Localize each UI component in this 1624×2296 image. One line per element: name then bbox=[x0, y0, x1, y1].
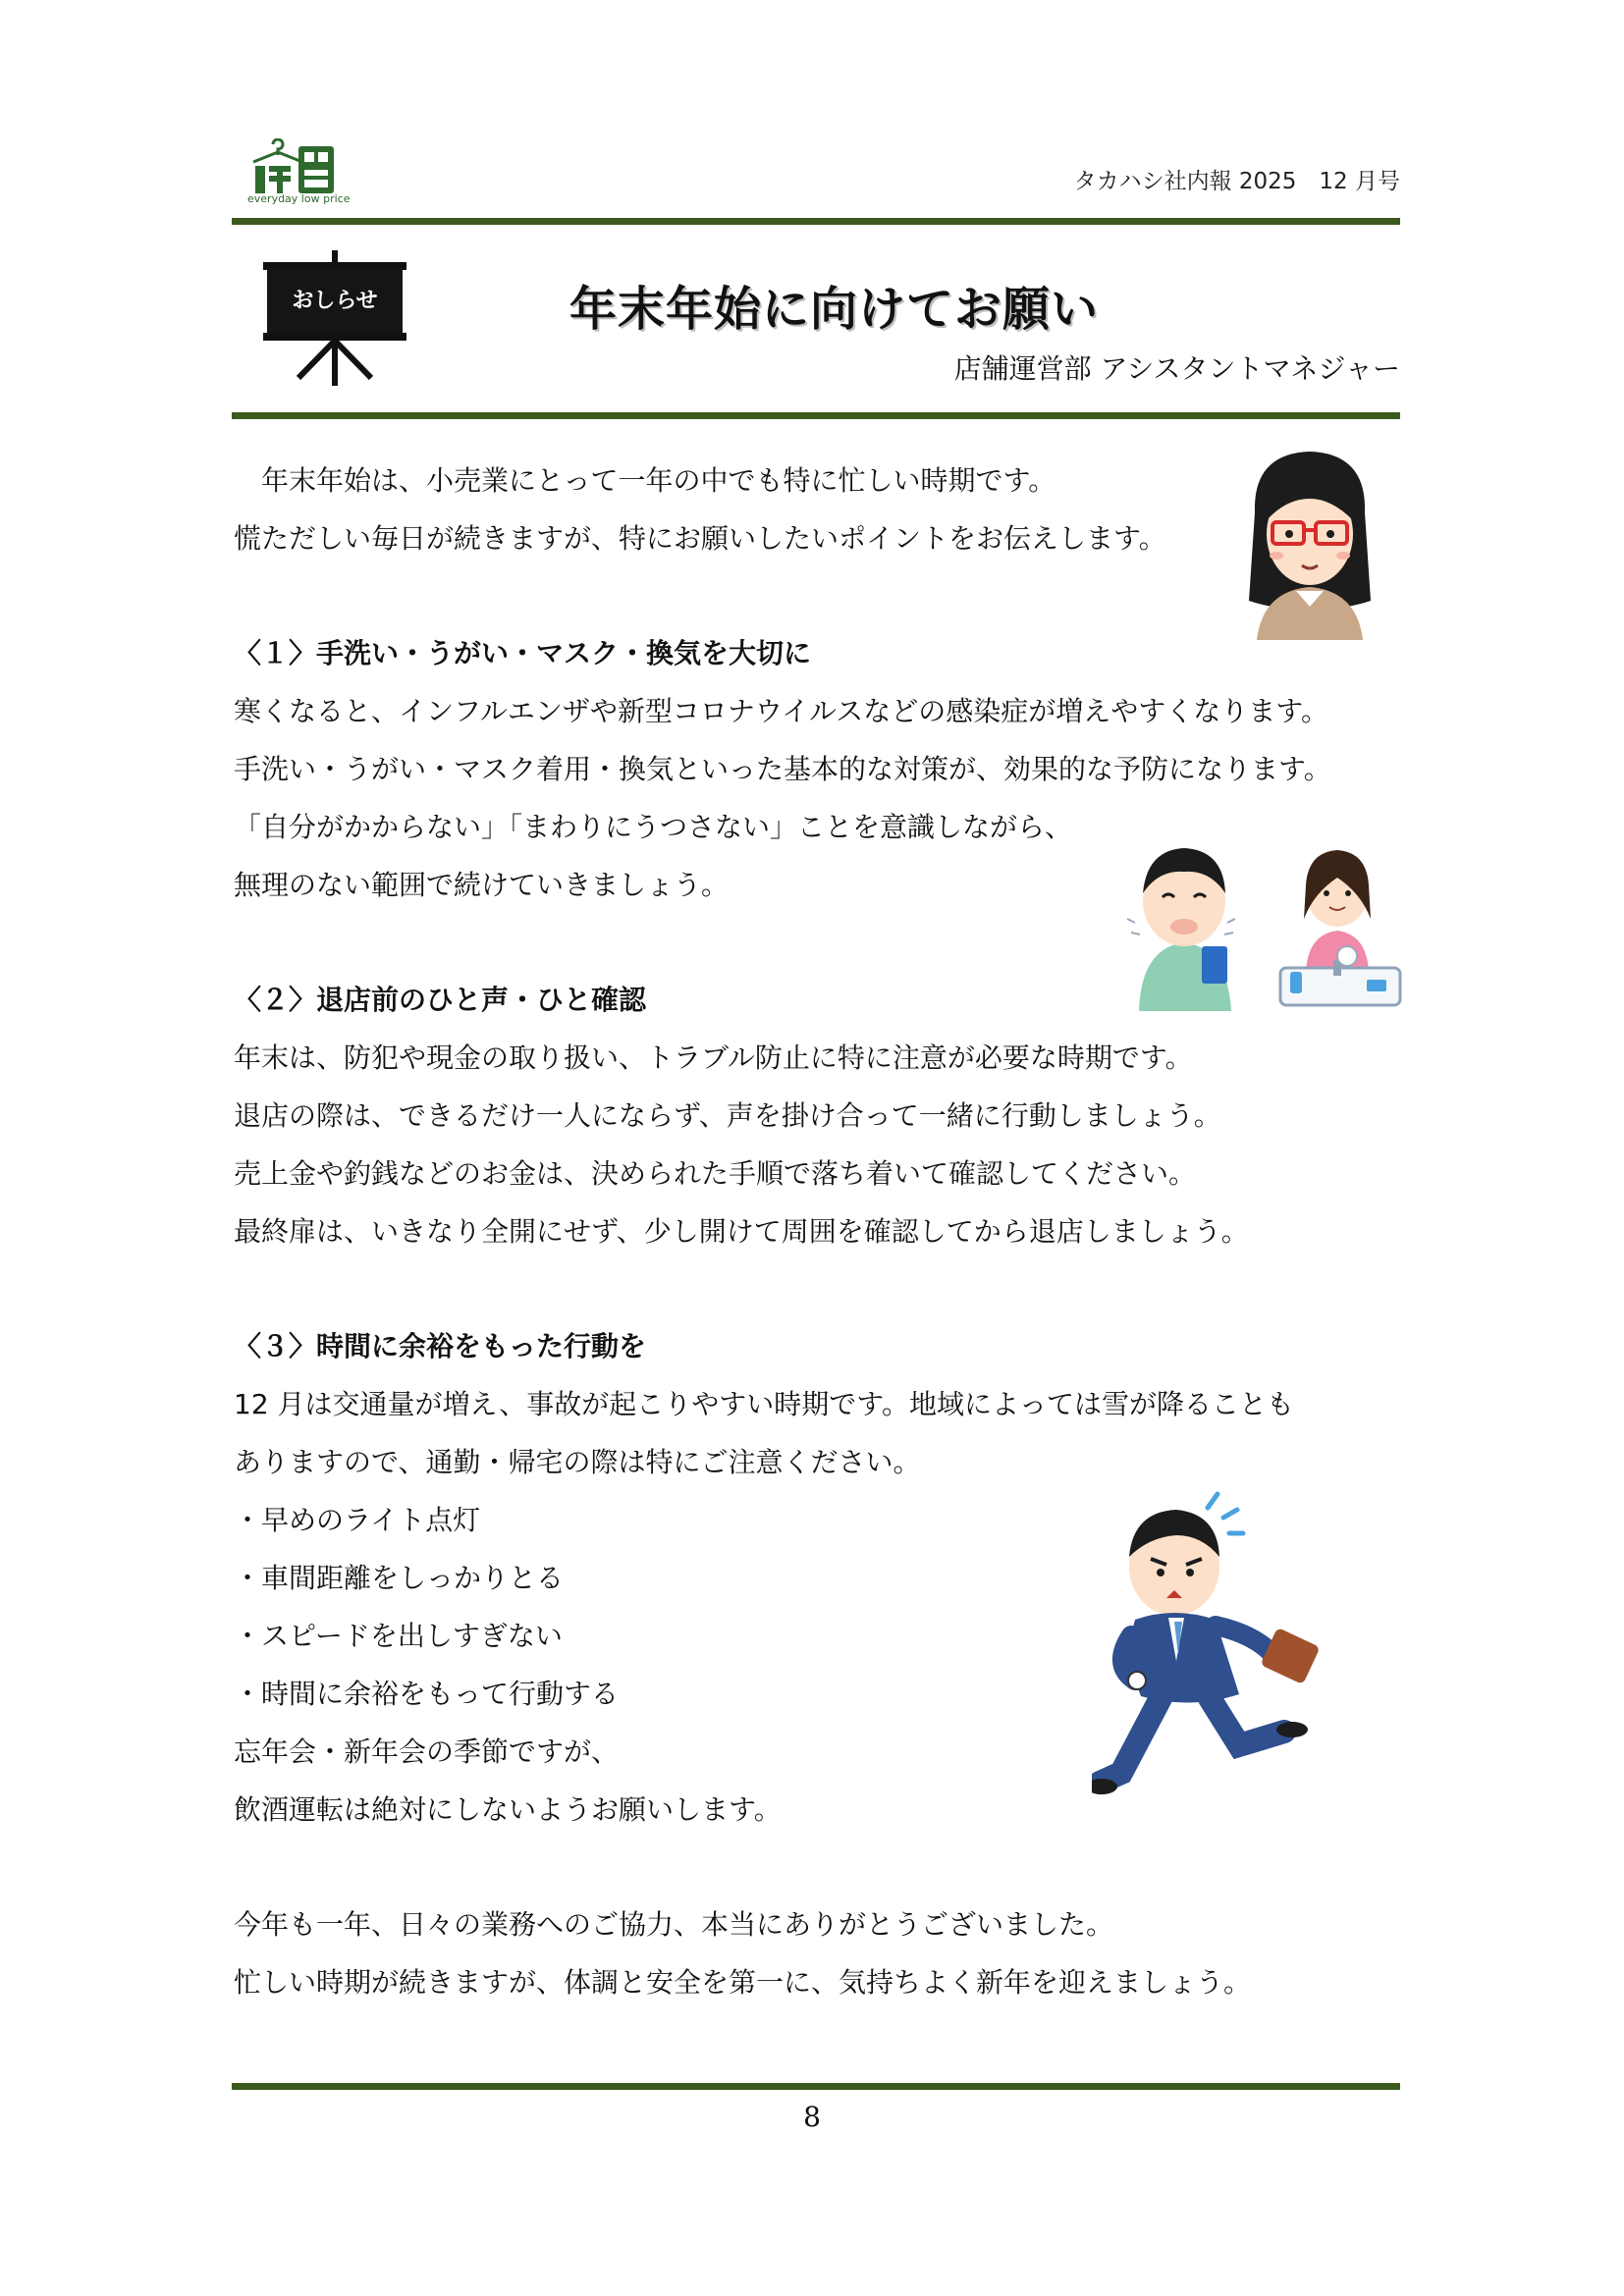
section-heading: 〈２〉退店前のひと声・ひと確認 bbox=[234, 984, 647, 1016]
logo-mark bbox=[247, 138, 342, 195]
closing-line: 今年も一年、日々の業務へのご協力、本当にありがとうございました。 bbox=[234, 1908, 1114, 1941]
hand-washing-gargling-illustration bbox=[1125, 825, 1410, 1017]
section-heading: 〈１〉手洗い・うがい・マスク・換気を大切に bbox=[234, 637, 812, 669]
bullet-item: ・スピードを出しすぎない bbox=[234, 1620, 563, 1652]
body-line: 年末は、防犯や現金の取り扱い、トラブル防止に特に注意が必要な時期です。 bbox=[234, 1041, 1193, 1074]
body-line: ありますので、通勤・帰宅の際は特にご注意ください。 bbox=[234, 1446, 921, 1478]
body-line: 「自分がかからない」「まわりにうつさない」ことを意識しながら、 bbox=[234, 811, 1073, 843]
body-line: 寒くなると、インフルエンザや新型コロナウイルスなどの感染症が増えやすくなります。 bbox=[234, 695, 1328, 727]
body-line: 退店の際は、できるだけ一人にならず、声を掛け合って一緒に行動しましょう。 bbox=[234, 1099, 1221, 1132]
body-line: 忘年会・新年会の季節ですが、 bbox=[234, 1735, 620, 1768]
closing-line: 忙しい時期が続きますが、体調と安全を第一に、気持ちよく新年を迎えましょう。 bbox=[234, 1966, 1252, 1999]
bullet-item: ・車間距離をしっかりとる bbox=[234, 1562, 565, 1594]
issue-label: タカハシ社内報 2025 12 月号 bbox=[1073, 169, 1400, 194]
rushing-businessman-illustration bbox=[1092, 1488, 1335, 1812]
body-line: 無理のない範囲で続けていきましょう。 bbox=[234, 869, 730, 901]
bullet-item: ・時間に余裕をもって行動する bbox=[234, 1678, 620, 1710]
page-number: 8 bbox=[803, 2101, 821, 2133]
title-rule bbox=[232, 412, 1400, 419]
body-line: 12 月は交通量が増え、事故が起こりやすい時期です。地域によっては雪が降ることも bbox=[234, 1388, 1294, 1420]
section-heading: 〈３〉時間に余裕をもった行動を bbox=[234, 1330, 647, 1362]
woman-with-glasses-illustration bbox=[1233, 444, 1386, 640]
author-line: 店舗運営部 アシスタントマネジャー bbox=[953, 352, 1400, 385]
notice-board-icon bbox=[263, 250, 406, 388]
body-line: 飲酒運転は絶対にしないようお願いします。 bbox=[234, 1793, 782, 1826]
body-line: 最終扉は、いきなり全開にせず、少し開けて周囲を確認してから退店しましょう。 bbox=[234, 1215, 1249, 1248]
logo-tagline: everyday low price bbox=[247, 192, 351, 205]
sign-label: おしらせ bbox=[292, 289, 378, 313]
page-title: 年末年始に向けてお願い bbox=[569, 282, 1100, 337]
body-line: 売上金や釣銭などのお金は、決められた手順で落ち着いて確認してください。 bbox=[234, 1157, 1197, 1190]
header-rule bbox=[232, 218, 1400, 225]
bullet-item: ・早めのライト点灯 bbox=[234, 1504, 481, 1536]
intro-line: 年末年始は、小売業にとって一年の中でも特に忙しい時期です。 bbox=[234, 464, 1056, 497]
footer-rule bbox=[232, 2083, 1400, 2090]
intro-line: 慌ただしい毎日が続きますが、特にお願いしたいポイントをお伝えします。 bbox=[234, 522, 1166, 555]
notice-sign bbox=[263, 250, 406, 388]
body-line: 手洗い・うがい・マスク着用・換気といった基本的な対策が、効果的な予防になります。 bbox=[234, 753, 1331, 785]
